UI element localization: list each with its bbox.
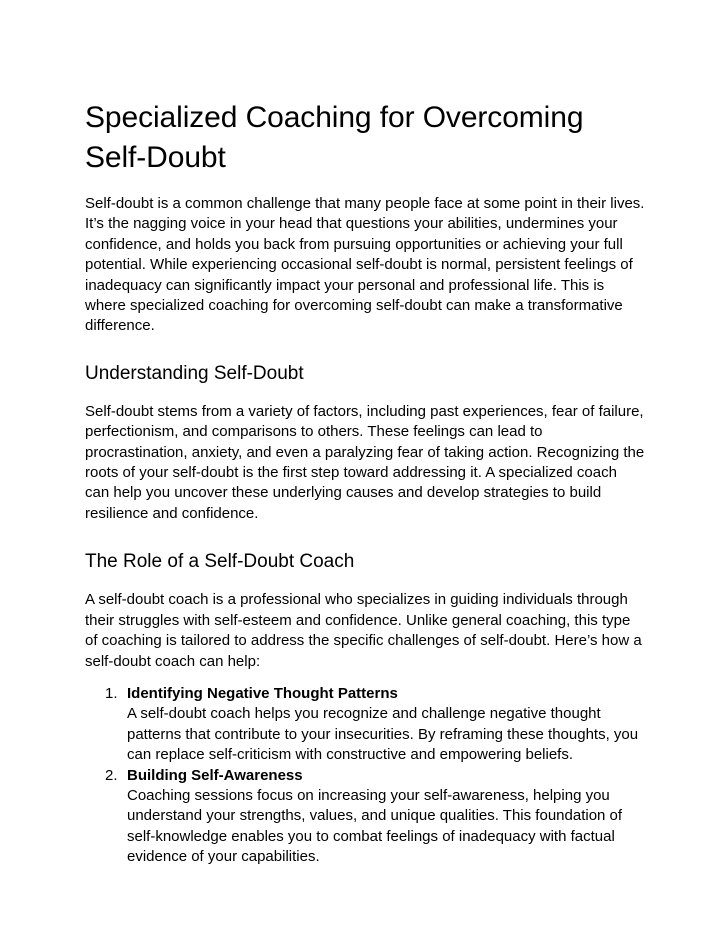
list-item bbox=[85, 684, 645, 766]
section-heading-role: The Role of a Self-Doubt Coach bbox=[85, 551, 355, 573]
document-title: Specialized Coaching for Overcoming Self-Doubt bbox=[85, 101, 584, 174]
document-page bbox=[85, 98, 645, 868]
list-item-title: Building Self-Awareness bbox=[127, 766, 303, 784]
list-item-body: Coaching sessions focus on increasing your self-awareness, helping you understand your strengths, values, and unique qualities. This foundation of self-knowledge enables you to combat feelings of inadequacy with factual evidence of your capabilities. bbox=[127, 786, 623, 866]
section-paragraph-role: A self-doubt coach is a professional who specializes in guiding individuals through their struggles with self-esteem and confidence. Unlike general coaching, this type of coaching is tailored to address the specific challenges of self-doubt. Here’s how a self-doubt coach can help: bbox=[85, 591, 642, 670]
list-item bbox=[85, 766, 645, 868]
section-heading-understanding: Understanding Self-Doubt bbox=[85, 362, 304, 384]
list-item-title: Identifying Negative Thought Patterns bbox=[127, 684, 398, 702]
list-item-body: A self-doubt coach helps you recognize and challenge negative thought patterns that contribute to your insecurities. By reframing these thoughts, you can replace self-criticism with constructive and empowering beliefs. bbox=[127, 705, 639, 764]
list-item-number: 1. bbox=[105, 684, 118, 702]
coach-help-list bbox=[85, 684, 645, 868]
intro-paragraph: Self-doubt is a common challenge that many people face at some point in their lives. It’s the nagging voice in your head that questions your abilities, undermines your confidence, and holds you back from pursuing opportunities or achieving your full potential. While experiencing occasional self-doubt is normal, persistent feelings of inadequacy can significantly impact your personal and professional life. This is where specialized coaching for overcoming self-doubt can make a transformative difference. bbox=[85, 195, 645, 335]
section-paragraph-understanding: Self-doubt stems from a variety of factors, including past experiences, fear of failure, perfectionism, and comparisons to others. These feelings can lead to procrastination, anxiety, and even a paralyzing fear of taking action. Recognizing the roots of your self-doubt is the first step toward addressing it. A specialized coach can help you uncover these underlying causes and develop strategies to build resilience and confidence. bbox=[85, 402, 645, 522]
list-item-number: 2. bbox=[105, 766, 118, 784]
